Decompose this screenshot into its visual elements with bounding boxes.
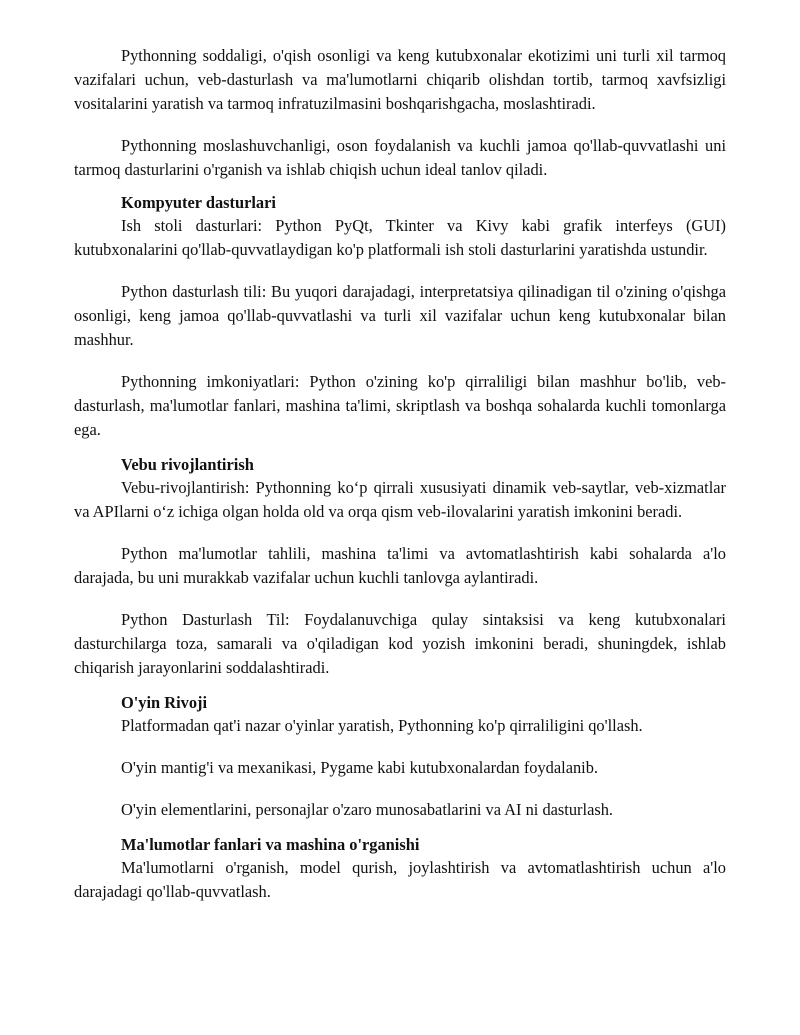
paragraph: Vebu-rivojlantirish: Pythonning koʻp qirrali xususiyati dinamik veb-saytlar, veb-xizmatlar va APIlarni oʻz ichiga olgan holda old va orqa qism veb-ilovalarini yaratish imkonini beradi. [74, 478, 726, 521]
paragraph: Pythonning imkoniyatlari: Python o'zining ko'p qirraliligi bilan mashhur bo'lib, veb-dasturlash, ma'lumotlar fanlari, mashina ta'limi, skriptlash va boshqa sohalarda kuchli tomonlarga ega. [74, 372, 726, 439]
paragraph: O'yin elementlarini, personajlar o'zaro munosabatlarini va AI ni dasturlash. [121, 800, 614, 819]
section-kompyuter-dasturlari [74, 192, 726, 442]
section-malumotlar-fanlari [74, 834, 726, 904]
paragraph: Ish stoli dasturlari: Python PyQt, Tkinter va Kivy kabi grafik interfeys (GUI) kutubxonalarini qo'llab-quvvatlaydigan ko'p platformali ish stoli dasturlarini yaratishda ustundir. [74, 216, 726, 259]
paragraph: O'yin mantig'i va mexanikasi, Pygame kabi kutubxonalardan foydalanib. [121, 758, 599, 777]
paragraph: Pythonning moslashuvchanligi, oson foydalanish va kuchli jamoa qo'llab-quvvatlashi uni tarmoq dasturlarini o'rganish va ishlab chiqish uchun ideal tanlov qiladi. [74, 136, 726, 179]
document-page [74, 44, 726, 904]
paragraph: Pythonning soddaligi, o'qish osonligi va keng kutubxonalar ekotizimi uni turli xil tarmoq vazifalari uchun, veb-dasturlash va ma'lumotlarni chiqarib olishdan tortib, tarmoq xavfsizligi vositalarini yaratish va tarmoq infratuzilmasini boshqarishgacha, moslashtiradi. [74, 46, 726, 113]
paragraph: Python Dasturlash Til: Foydalanuvchiga qulay sintaksisi va keng kutubxonalari dasturchilarga toza, samarali va o'qiladigan kod yozish imkonini beradi, shuningdek, ishlab chiqarish jarayonlarini soddalashtiradi. [74, 610, 726, 677]
section-heading: O'yin Rivoji [121, 693, 208, 712]
section-vebu-rivojlantirish [74, 454, 726, 680]
section-heading: Kompyuter dasturlari [121, 193, 276, 212]
paragraph: Python ma'lumotlar tahlili, mashina ta'limi va avtomatlashtirish kabi sohalarda a'lo darajada, bu uni murakkab vazifalar uchun kuchli tanlovga aylantiradi. [74, 544, 726, 587]
section-oyin-rivoji [74, 692, 726, 822]
section-heading: Vebu rivojlantirish [121, 455, 254, 474]
paragraph: Python dasturlash tili: Bu yuqori darajadagi, interpretatsiya qilinadigan til o'zining o'qishga osonligi, keng jamoa qo'llab-quvvatlashi va turli xil vazifalar uchun keng kutubxonalar bilan mashhur. [74, 282, 726, 349]
paragraph: Platformadan qat'i nazar o'yinlar yaratish, Pythonning ko'p qirraliligini qo'llash. [121, 716, 643, 735]
section-heading: Ma'lumotlar fanlari va mashina o'rganishi [121, 835, 420, 854]
paragraph: Ma'lumotlarni o'rganish, model qurish, joylashtirish va avtomatlashtirish uchun a'lo darajadagi qo'llab-quvvatlash. [74, 858, 726, 901]
